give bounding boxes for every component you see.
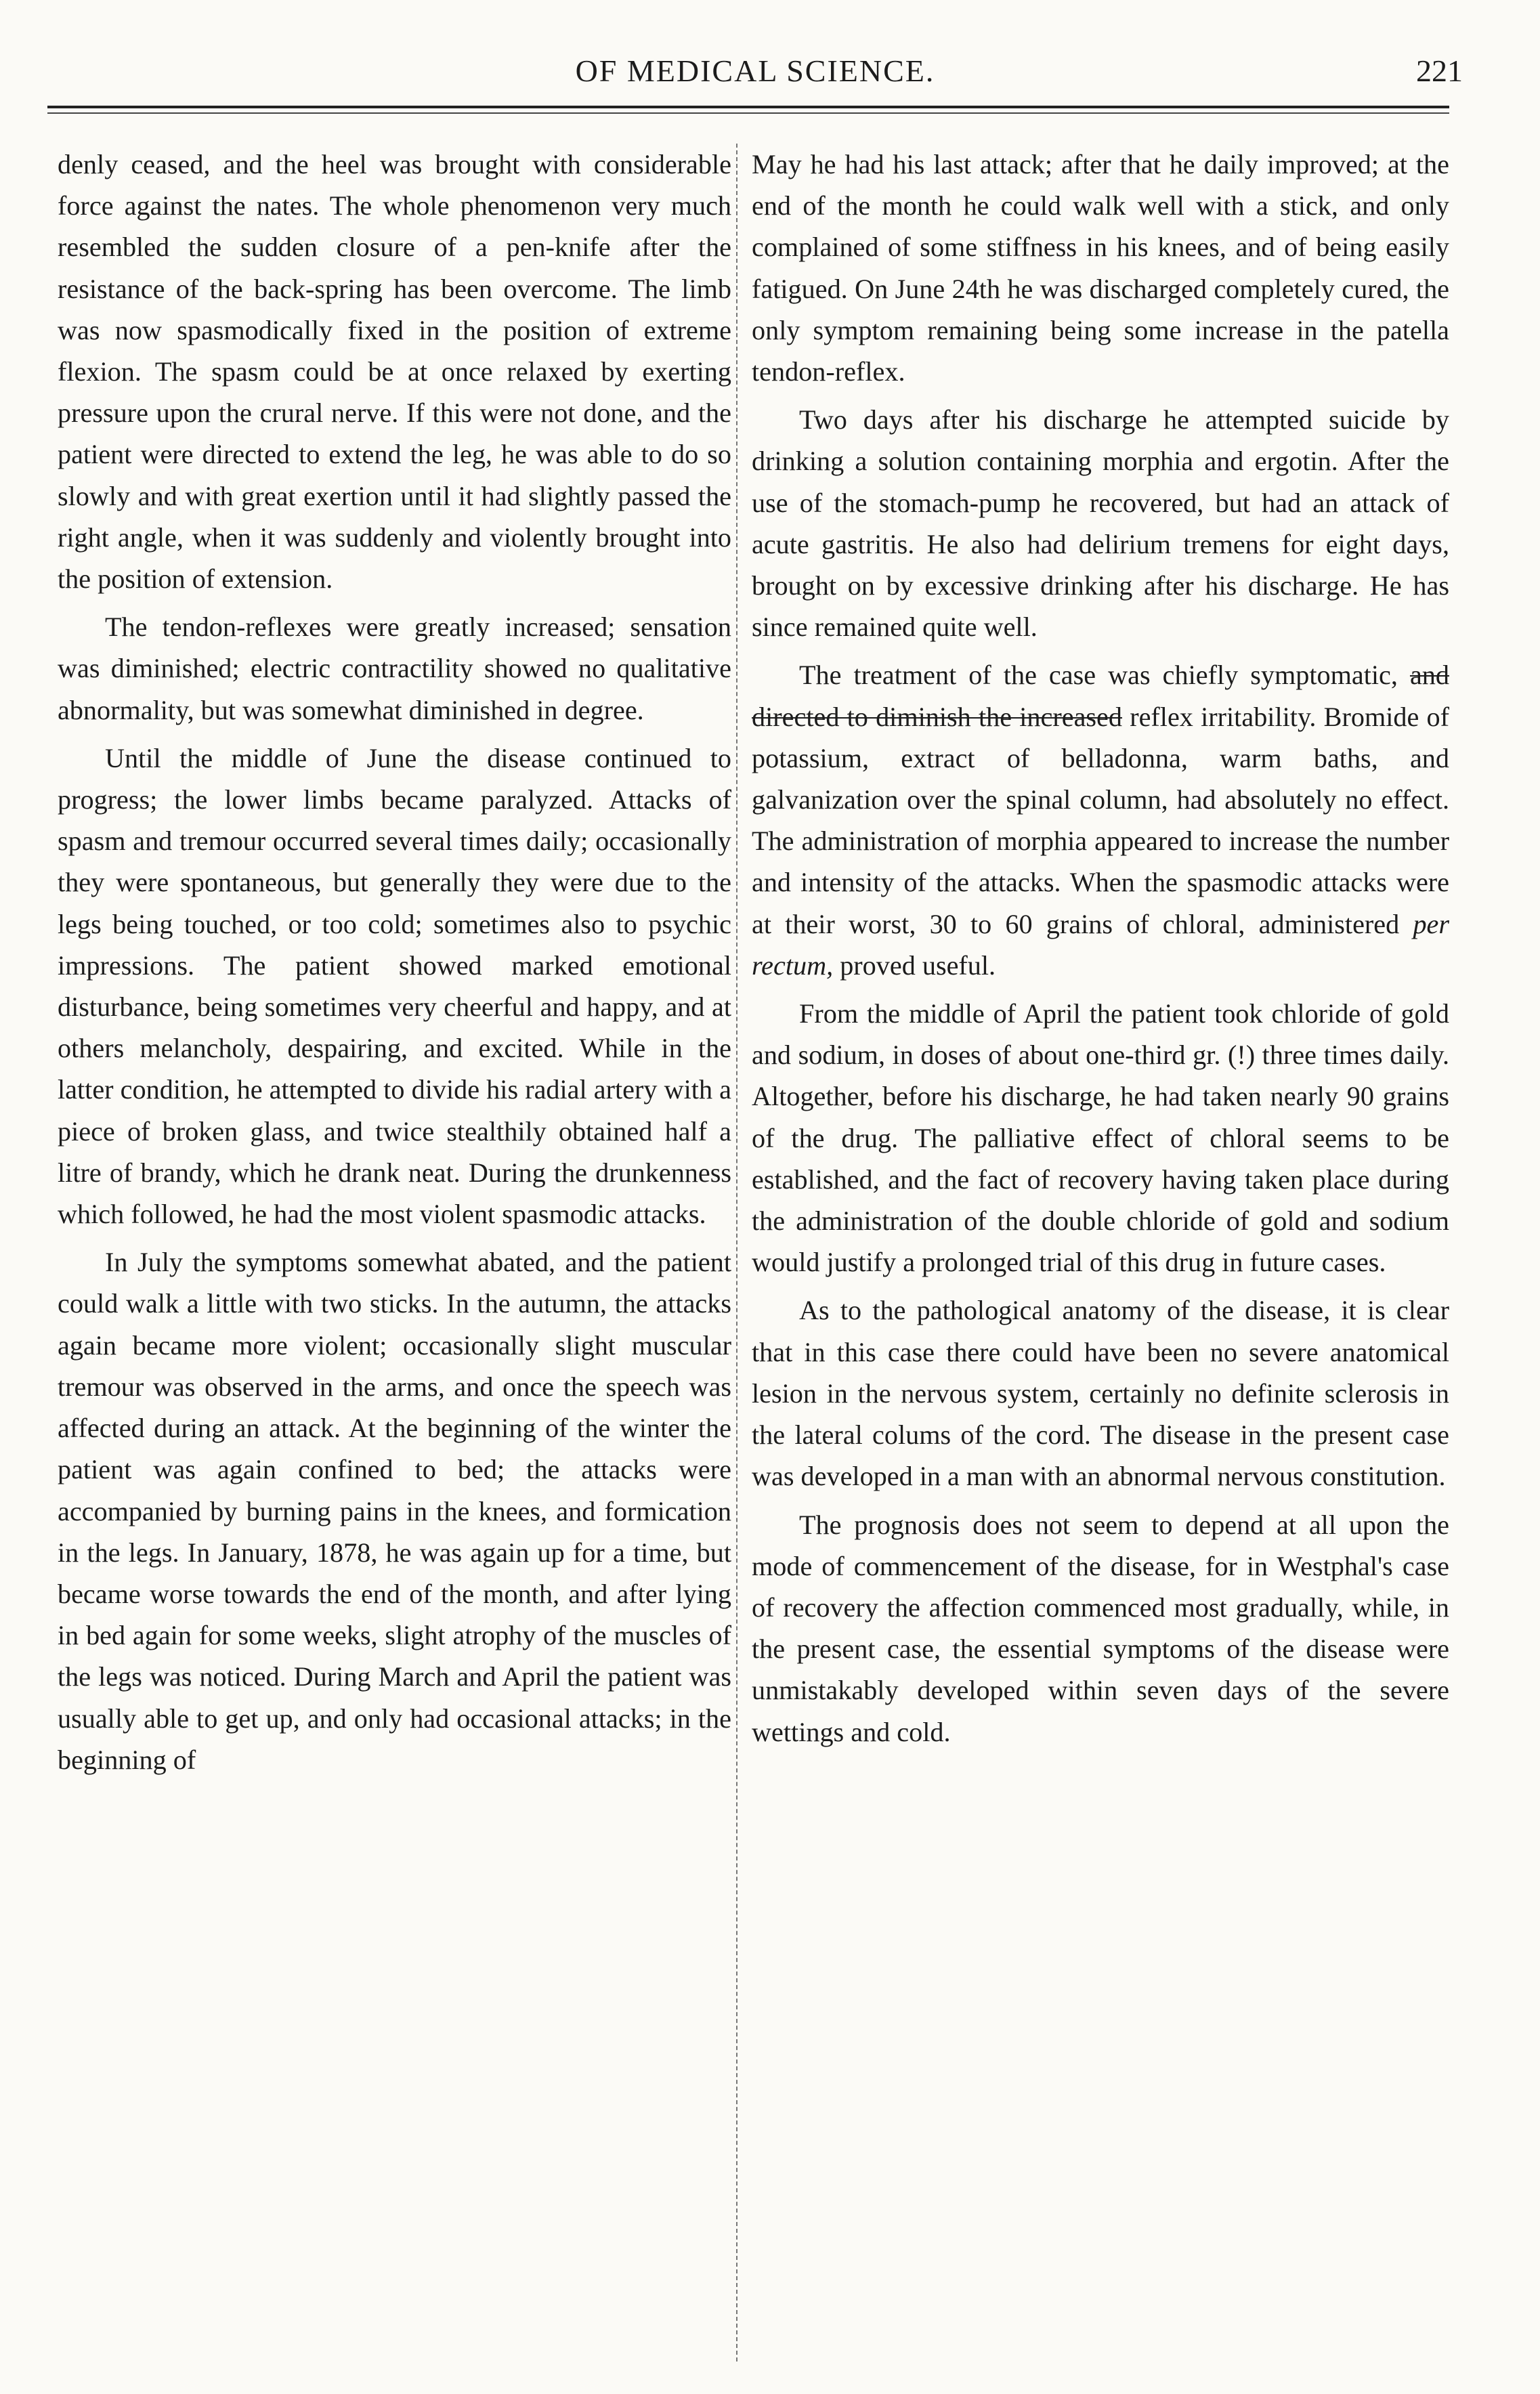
paragraph: Two days after his discharge he attempted suicide by drinking a solution containing morphia and ergotin. After the use of the stomach-pump he recovered, but had an attack of acute gastritis. He also had delirium tremens for eight days, brought on by excessive drinking after his discharge. He has since remained quite well. [752,404,1449,643]
column-divider [736,144,737,2361]
paragraph: The tendon-reflexes were greatly increased; sensation was diminished; electric contractility showed no qualitative abnormality, but was somewhat diminished in degree. [58,612,731,725]
paragraph: May he had his last attack; after that he daily improved; at the end of the month he could walk well with a stick, and only complained of some stiffness in his knees, and of being easily fatigued. On June 24th he was discharged completely cured, the only symptom remaining being some increase in the patella tendon-reflex. [752,149,1449,387]
header-rule-thin [47,112,1449,114]
page-number: 221 [1416,54,1463,88]
paragraph: denly ceased, and the heel was brought with considerable force against the nates. The whole phenomenon very much resembled the sudden closure of a pen-knife after the resistance of the back-spring has been overcome. The limb was now spasmodically fixed in the position of extreme flexion. The spasm could be at once relaxed by exerting pressure upon the crural nerve. If this were not done, and the patient were directed to extend the leg, he was able to do so slowly and with great exertion until it had slightly passed the right angle, when it was suddenly and violently brought into the position of extension. [58,149,731,595]
paragraph: In July the symptoms somewhat abated, and the patient could walk a little with two sticks. In the autumn, the attacks again became more violent; occasionally slight muscular tremour was observed in the arms, and once the speech was affected during an attack. At the beginning of the winter the patient was again confined to bed; the attacks were accompanied by burning pains in the knees, and formication in the legs. In January, 1878, he was again up for a time, but became worse towards the end of the month, and after lying in bed again for some weeks, slight atrophy of the muscles of the legs was noticed. During March and April the patient was usually able to get up, and only had occasional attacks; in the beginning of [58,1247,731,1775]
left-column [58,144,731,2361]
paragraph: From the middle of April the patient took chloride of gold and sodium, in doses of about one-third gr. (!) three times daily. Altogether, before his discharge, he had taken nearly 90 grains of the drug. The palliative effect of chloral seems to be established, and the fact of recovery having taken place during the administration of the double chloride of gold and sodium would justify a prolonged trial of this drug in future cases. [752,998,1449,1278]
paragraph: The prognosis does not seem to depend at all upon the mode of commencement of the disease, for in Westphal's case of recovery the affection commenced most gradually, while, in the present case, the essential symptoms of the disease were unmistakably developed within seven days of the severe wettings and cold. [752,1509,1449,1747]
paragraph: Until the middle of June the disease continued to progress; the lower limbs became paralyzed. Attacks of spasm and tremour occurred several times daily; occasionally they were spontaneous, but generally they were due to the legs being touched, or too cold; sometimes also to psychic impressions. The patient showed marked emotional disturbance, being sometimes very cheerful and happy, and at others melancholy, despairing, and excited. While in the latter condition, he attempted to divide his radial artery with a piece of broken glass, and twice stealthily obtained half a litre of brandy, which he drank neat. During the drunkenness which followed, he had the most violent spasmodic attacks. [58,742,731,1230]
paragraph-treatment [752,654,1449,986]
italic-text: per rectum, [752,908,1449,981]
right-column [752,144,1449,2361]
page-header [47,53,1463,100]
text-run: reflex irritability. Bromide of potassium, extract of belladonna, warm baths, and galvanization over the spinal column, had absolutely no effect. The administration of morphia appeared to increase the number and intensity of the attacks. When the spasmodic attacks were at their worst, 30 to 60 grains of chloral, administered [752,701,1449,939]
header-rule [47,106,1449,108]
paragraph: As to the pathological anatomy of the disease, it is clear that in this case there could have been no severe anatomical lesion in the nervous system, certainly no definite sclerosis in the lateral colums of the cord. The disease in the present case was developed in a man with an abnormal nervous constitution. [752,1295,1449,1492]
text-run: proved useful. [840,949,996,981]
struck-text: and directed to diminish the increased [752,660,1449,732]
running-head: OF MEDICAL SCIENCE. [575,54,935,88]
text-run: The treatment of the case was chiefly symptomatic, [799,660,1398,691]
